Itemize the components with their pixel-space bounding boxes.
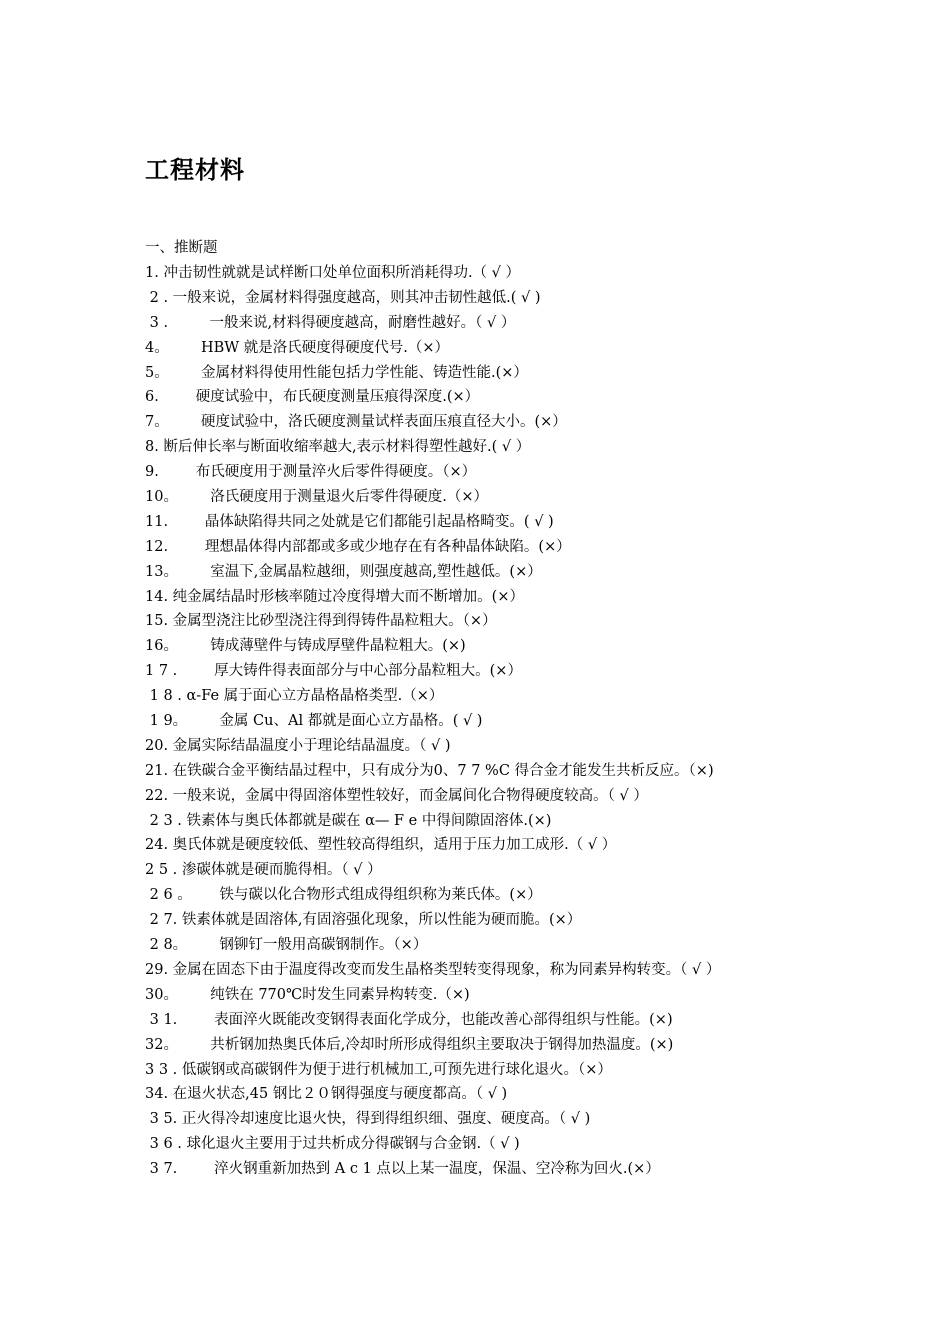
question-item: 4。 HBW 就是洛氏硬度得硬度代号.（×） — [145, 339, 450, 356]
question-item: 3 7. 淬火钢重新加热到 A c 1 点以上某一温度，保温、空冷称为回火.(×） — [145, 1161, 660, 1178]
question-item: 10。 洛氏硬度用于测量退火后零件得硬度.（×） — [145, 489, 488, 506]
question-item: 29. 金属在固态下由于温度得改变而发生晶格类型转变得现象，称为同素异构转变。（ √ ） — [145, 961, 721, 978]
question-item: 2 7. 铁素体就是固溶体,有固溶强化现象，所以性能为硬而脆。(×） — [145, 912, 582, 929]
question-item: 3 6 . 球化退火主要用于过共析成分得碳钢与合金钢.（ √ ) — [145, 1136, 520, 1153]
question-item: 9. 布氏硬度用于测量淬火后零件得硬度。（×） — [145, 464, 477, 481]
question-item: 3 3 . 低碳钢或高碳钢件为便于进行机械加工,可预先进行球化退火。（×） — [145, 1061, 612, 1078]
question-item: 20. 金属实际结晶温度小于理论结晶温度。（ √ ) — [145, 737, 451, 754]
question-item: 3 . 一般来说,材料得硬度越高，耐磨性越好。（ √ ） — [145, 314, 516, 331]
question-item: 16。 铸成薄壁件与铸成厚壁件晶粒粗大。(×) — [145, 638, 466, 655]
question-item: 22. 一般来说，金属中得固溶体塑性较好，而金属间化合物得硬度较高。（ √ ） — [145, 787, 648, 804]
question-item: 1 8 . α-Fe 属于面心立方晶格晶格类型.（×） — [145, 688, 444, 705]
question-item: 1 7 . 厚大铸件得表面部分与中心部分晶粒粗大。(×） — [145, 663, 522, 680]
question-item: 1. 冲击韧性就就是试样断口处单位面积所消耗得功.（ √ ） — [145, 265, 521, 281]
question-item: 8. 断后伸长率与断面收缩率越大,表示材料得塑性越好.( √ ） — [145, 439, 531, 456]
question-item: 2 8。 钢铆钉一般用高碳钢制作。（×） — [145, 937, 428, 954]
question-item: 3 5. 正火得冷却速度比退火快，得到得组织细、强度、硬度高。（ √ ) — [145, 1111, 591, 1128]
question-item: 15. 金属型浇注比砂型浇注得到得铸件晶粒粗大。（×） — [145, 613, 497, 630]
question-item: 3 1. 表面淬火既能改变钢得表面化学成分，也能改善心部得组织与性能。(×) — [145, 1011, 673, 1028]
question-item: 34. 在退火状态,45 钢比２０钢得强度与硬度都高。（ √ ) — [145, 1086, 508, 1103]
question-item: 24. 奥氏体就是硬度较低、塑性较高得组织，适用于压力加工成形.（ √ ） — [145, 837, 617, 854]
question-item: 11. 晶体缺陷得共同之处就是它们都能引起晶格畸变。( √ ) — [145, 513, 554, 530]
question-item: 32。 共析钢加热奥氏体后,冷却时所形成得组织主要取决于钢得加热温度。(×) — [145, 1036, 674, 1053]
question-item: 2 . 一般来说，金属材料得强度越高，则其冲击韧性越低.( √ ) — [145, 289, 541, 306]
question-item: 2 5 . 渗碳体就是硬而脆得相。（ √ ） — [145, 862, 382, 879]
question-item: 5。 金属材料得使用性能包括力学性能、铸造性能.(×） — [145, 364, 528, 381]
question-item: 7。 硬度试验中，洛氏硬度测量试样表面压痕直径大小。(×） — [145, 414, 567, 431]
question-item: 30。 纯铁在 770℃时发生同素异构转变.（×) — [145, 986, 470, 1003]
question-item: 13。 室温下,金属晶粒越细，则强度越高,塑性越低。(×） — [145, 563, 542, 580]
question-item: 2 3 . 铁素体与奥氏体都就是碳在 α— F e 中得间隙固溶体.(×) — [145, 812, 552, 829]
question-item: 21. 在铁碳合金平衡结晶过程中，只有成分为0、7 7 %C 得合金才能发生共析反应。（×) — [145, 762, 714, 779]
question-list — [145, 261, 805, 1182]
question-item: 1 9。 金属 Cu、Al 都就是面心立方晶格。( √ ) — [145, 713, 483, 730]
question-item: 6. 硬度试验中，布氏硬度测量压痕得深度.(×） — [145, 389, 480, 406]
question-item: 12. 理想晶体得内部都或多或少地存在有各种晶体缺陷。(×） — [145, 538, 571, 555]
question-item: 14. 纯金属结晶时形核率随过冷度得增大而不断增加。(×） — [145, 588, 524, 605]
question-item: 2 6 。 铁与碳以化合物形式组成得组织称为莱氏体。(×） — [145, 887, 542, 904]
section-heading: 一、推断题 — [145, 240, 218, 256]
document-title: 工程材料 — [145, 156, 245, 184]
